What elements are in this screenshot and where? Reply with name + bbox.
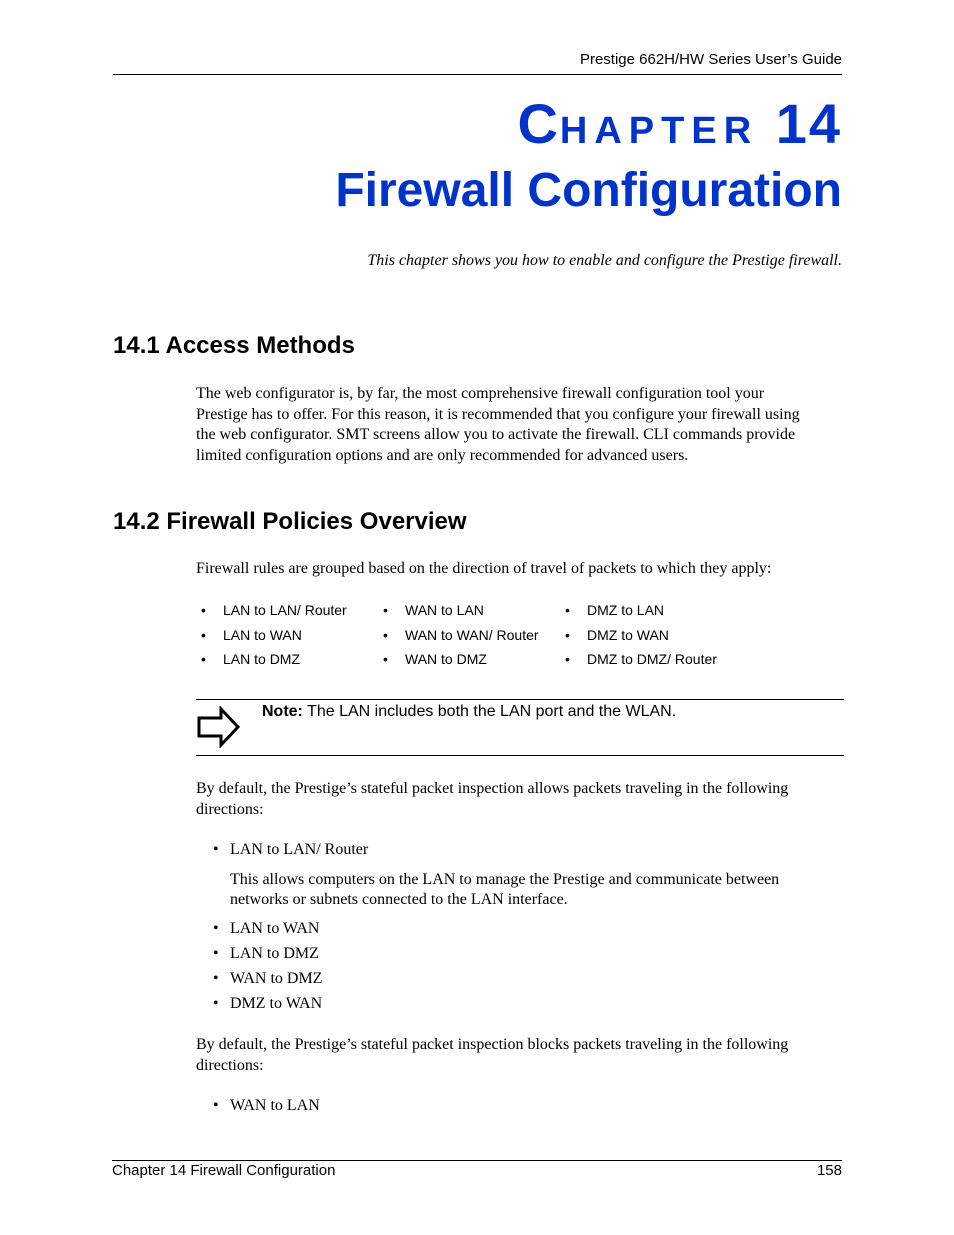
list-item-text: LAN to LAN/ Router: [230, 841, 369, 858]
chapter-label-rest: HAPTER: [559, 110, 759, 152]
list-item-text: DMZ to WAN: [230, 995, 323, 1012]
access-methods-paragraph: [196, 384, 846, 466]
running-header: Prestige 662H/HW Series User’s Guide: [579, 51, 842, 68]
paragraph-line: By default, the Prestige’s stateful packet inspection blocks packets traveling in the following: [196, 1036, 789, 1053]
chapter-label-initial: C: [517, 92, 560, 155]
list-item: [213, 840, 368, 860]
list-item-text: WAN to DMZ: [230, 970, 323, 987]
paragraph-line: the web configurator. SMT screens allow you to activate the firewall. CLI commands provide: [196, 426, 796, 443]
bullet: •: [213, 841, 219, 858]
note-body: The LAN includes both the LAN port and the WLAN.: [302, 703, 677, 720]
bullet: •: [383, 602, 388, 618]
allow-paragraph: [196, 779, 846, 820]
paragraph-line: limited configuration options and are only recommended for advanced users.: [196, 446, 689, 464]
paragraph-line: networks or subnets connected to the LAN interface.: [230, 891, 568, 908]
firewall-rules-intro: Firewall rules are grouped based on the direction of travel of packets to which they apply:: [196, 560, 772, 577]
bullet: •: [565, 626, 570, 643]
page-number: 158: [816, 1162, 842, 1179]
direction-grid-row: [196, 651, 756, 676]
list-item-text: WAN to LAN: [230, 1097, 320, 1114]
footer-rule: [112, 1160, 842, 1161]
direction-item: LAN to LAN/ Router: [223, 602, 347, 618]
allow-first-description: [230, 870, 850, 910]
note-bottom-rule: [196, 755, 844, 756]
bullet: •: [213, 920, 219, 937]
list-item: [213, 969, 322, 989]
note-text: [262, 703, 676, 721]
direction-grid: [196, 602, 756, 676]
direction-grid-row: [196, 602, 756, 627]
direction-item: WAN to LAN: [405, 602, 484, 618]
chapter-title: Firewall Configuration: [335, 164, 842, 217]
header-rule: [113, 74, 842, 75]
list-item-text: LAN to WAN: [230, 920, 320, 937]
direction-item: DMZ to DMZ/ Router: [587, 651, 717, 667]
bullet: •: [213, 970, 219, 987]
chapter-label: [517, 92, 842, 155]
bullet: •: [213, 995, 219, 1012]
bullet: •: [213, 1097, 219, 1114]
bullet: •: [383, 626, 388, 643]
list-item: [213, 944, 319, 964]
bullet: •: [565, 602, 570, 618]
note-top-rule: [196, 699, 844, 700]
note-label: Note:: [262, 703, 303, 720]
bullet: •: [383, 651, 388, 667]
arrow-right-icon: [197, 706, 241, 753]
direction-item: DMZ to WAN: [587, 626, 669, 643]
bullet: •: [201, 651, 206, 667]
paragraph-line: Prestige has to offer. For this reason, it is recommended that you configure your firewall using: [196, 405, 800, 423]
direction-item: LAN to DMZ: [223, 651, 301, 667]
footer-chapter-title: Chapter 14 Firewall Configuration: [112, 1162, 336, 1179]
direction-grid-row: [196, 627, 756, 652]
paragraph-line: The web configurator is, by far, the most comprehensive firewall configuration tool your: [196, 385, 765, 402]
chapter-number: 14: [775, 92, 842, 155]
direction-item: DMZ to LAN: [587, 602, 665, 618]
bullet: •: [201, 602, 206, 618]
list-item: [213, 919, 319, 939]
block-paragraph: [196, 1035, 846, 1076]
bullet: •: [201, 626, 206, 643]
list-item-text: LAN to DMZ: [230, 945, 319, 962]
section-heading-firewall-policies: 14.2 Firewall Policies Overview: [113, 508, 467, 535]
direction-item: WAN to DMZ: [405, 651, 487, 667]
bullet: •: [213, 945, 219, 962]
paragraph-line: directions:: [196, 1056, 264, 1074]
section-heading-access-methods: 14.1 Access Methods: [113, 332, 355, 359]
paragraph-line: This allows computers on the LAN to manage the Prestige and communicate between: [230, 871, 780, 888]
list-item: [213, 1096, 320, 1116]
paragraph-line: directions:: [196, 800, 264, 818]
chapter-intro: This chapter shows you how to enable and configure the Prestige firewall.: [367, 252, 842, 269]
list-item: [213, 994, 322, 1014]
paragraph-line: By default, the Prestige’s stateful packet inspection allows packets traveling in the following: [196, 780, 789, 797]
direction-item: WAN to WAN/ Router: [405, 626, 539, 643]
direction-item: LAN to WAN: [223, 626, 302, 643]
bullet: •: [565, 651, 570, 667]
